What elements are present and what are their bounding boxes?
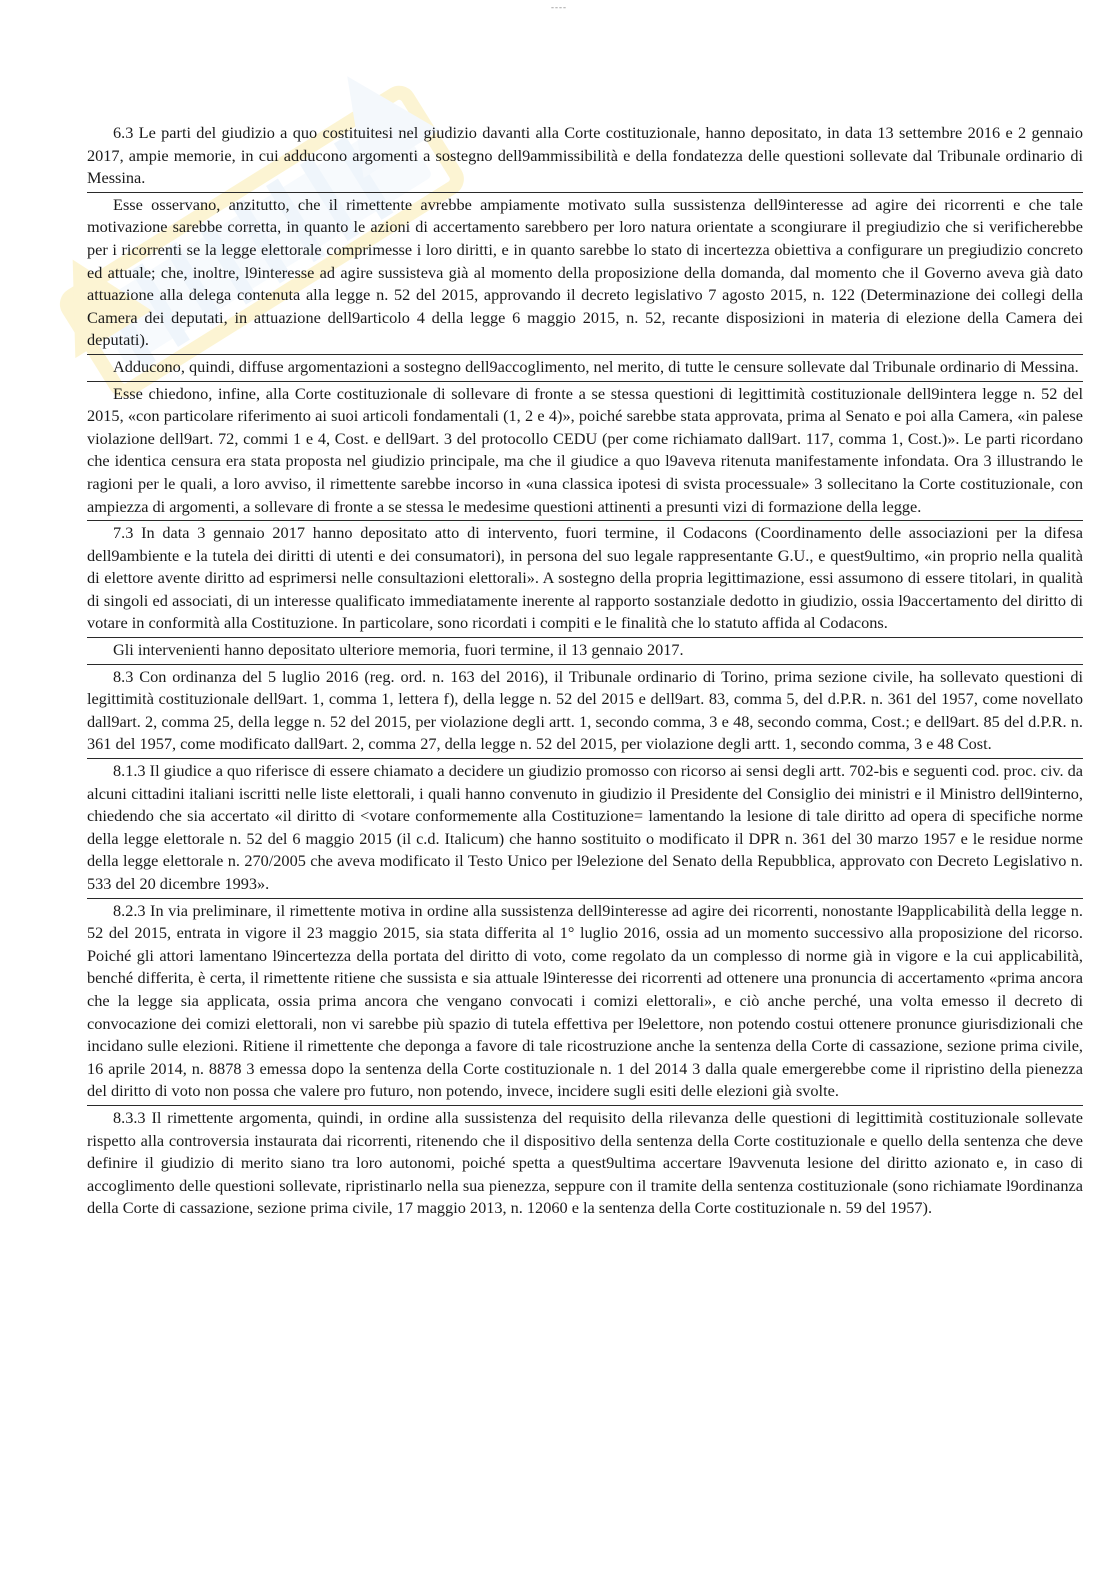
paragraph-8-2-3: 8.2.3 In via preliminare, il rimettente motiva in ordine alla sussistenza dell9interesse ad agire dei ricorrenti, nonostante l9applicabilità della legge n. 52 del 2015, entrata in vigore il 23 maggio 2015, sia stata differita al 1° luglio 2016, ossia ad un momento successivo alla proposizione del ricorso. Poiché gli attori lamentano l9incertezza della portata del diritto di voto, come regolato da un complesso di norme già in vigore e la cui applicabilità, benché differita, è certa, il rimettente ritiene che sussista e sia attuale l9interesse dei ricorrenti ad ottenere una pronuncia di accertamento «prima ancora che la legge sia applicata, ossia prima ancora che vengano convocati i comizi elettorali», e ciò anche perché, una volta emesso il decreto di convocazione dei comizi elettorali, non vi sarebbe più spazio di tutela effettiva per l9elettore, non potendo costui ottenere pronunce giurisdizionali che incidano sulle elezioni. Ritiene il rimettente che deponga a favore di tale ricostruzione anche la sentenza della Corte di cassazione, sezione prima civile, 16 aprile 2014, n. 8878 3 emessa dopo la sentenza della Corte costituzionale n. 1 del 2014 3 dalla quale emergerebbe come il ripristino della pienezza del diritto di voto non possa che valere pro futuro, non potendo, invece, incidere sugli esiti delle elezioni già svolte. bbox=[87, 899, 1083, 1106]
paragraph-6-3-observations: Esse osservano, anzitutto, che il rimettente avrebbe ampiamente motivato sulla sussistenza dell9interesse ad agire dei ricorrenti e che tale motivazione sarebbe corretta, in quanto le azioni di accertamento sarebbero per loro natura orientate a scongiurare il pregiudizio che si verificherebbe per i ricorrenti se la legge elettorale comprimesse i loro diritti, e in quanto sarebbe lo stato di incertezza obiettiva a configurare un pregiudizio concreto ed attuale; che, inoltre, l9interesse ad agire sussisteva già al momento della proposizione della domanda, dal momento che il Governo aveva già dato attuazione alla delega contenuta alla legge n. 52 del 2015, approvando il decreto legislativo 7 agosto 2015, n. 122 (Determinazione dei collegi della Camera dei deputati, in attuazione dell9articolo 4 della legge 6 maggio 2015, n. 52, recante disposizioni in materia di elezione della Camera dei deputati). bbox=[87, 193, 1083, 355]
paragraph-8-3: 8.3 Con ordinanza del 5 luglio 2016 (reg. ord. n. 163 del 2016), il Tribunale ordinario di Torino, prima sezione civile, ha sollevato questioni di legittimità costituzionale dell9art. 1, comma 1, lettera f), della legge n. 52 del 2015 e dell9art. 83, comma 5, del d.P.R. n. 361 del 1957, come novellato dall9art. 2, comma 25, della legge n. 52 del 2015, per violazione degli artt. 1, secondo comma, 3 e 48, secondo comma, Cost.; e dell9art. 85 del d.P.R. n. 361 del 1957, come modificato dall9art. 2, comma 27, della legge n. 52 del 2015, per violazione degli artt. 1, secondo comma, 3 e 48 Cost. bbox=[87, 665, 1083, 759]
paragraph-6-3: 6.3 Le parti del giudizio a quo costituitesi nel giudizio davanti alla Corte costituzionale, hanno depositato, in data 13 settembre 2016 e 2 gennaio 2017, ampie memorie, in cui adducono argomenti a sostegno dell9ammissibilità e della fondatezza delle questioni sollevate dal Tribunale ordinario di Messina. bbox=[87, 121, 1083, 193]
paragraph-7-3: 7.3 In data 3 gennaio 2017 hanno depositato atto di intervento, fuori termine, il Codacons (Coordinamento delle associazioni per la difesa dell9ambiente e la tutela dei diritti di utenti e dei consumatori), in persona del suo legale rappresentante G.U., e quest9ultimo, «in proprio nella qualità di elettore avente diritto ad esprimersi nelle consultazioni elettorali». A sostegno della propria legittimazione, essi assumono di essere titolari, in qualità di singoli ed associati, di un interesse qualificato immediatamente inerente al rapporto sostanziale dedotto in giudizio, ossia l9accertamento del diritto di votare in conformità alla Costituzione. In particolare, sono ricordati i compiti e le finalità che lo statuto affida al Codacons. bbox=[87, 521, 1083, 638]
document-body bbox=[87, 121, 1083, 1222]
paragraph-6-3-merits: Adducono, quindi, diffuse argomentazioni a sostegno dell9accoglimento, nel merito, di tutte le censure sollevate dal Tribunale ordinario di Messina. bbox=[87, 355, 1083, 382]
page-header-mark: ---- bbox=[551, 2, 567, 12]
paragraph-8-1-3: 8.1.3 Il giudice a quo riferisce di essere chiamato a decidere un giudizio promosso con ricorso ai sensi degli artt. 702-bis e seguenti cod. proc. civ. da alcuni cittadini italiani iscritti nelle liste elettorali, i quali hanno convenuto in giudizio il Presidente del Consiglio dei ministri e il Ministro dell9interno, chiedendo che sia accertato «il diritto di <votare conformemente alla Costituzione= lamentando la lesione di tale diritto ad opera di specifiche norme della legge elettorale n. 52 del 6 maggio 2015 (il c.d. Italicum) che hanno sostituito o modificato il DPR n. 361 del 30 marzo 1957 e le residue norme della legge elettorale n. 270/2005 che aveva modificato il Testo Unico per l9elezione del Senato della Repubblica, approvato con Decreto Legislativo n. 533 del 20 dicembre 1993». bbox=[87, 759, 1083, 899]
paragraph-6-3-requests: Esse chiedono, infine, alla Corte costituzionale di sollevare di fronte a se stessa questioni di legittimità costituzionale dell9intera legge n. 52 del 2015, «con particolare riferimento ai suoi articoli fondamentali (1, 2 e 4)», poiché sarebbe stata approvata, prima al Senato e poi alla Camera, «in palese violazione dell9art. 72, commi 1 e 4, Cost. e dell9art. 3 del protocollo CEDU (per come richiamato dall9art. 117, comma 1, Cost.)». Le parti ricordano che identica censura era stata proposta nel giudizio principale, ma che il giudice a quo l9aveva ritenuta manifestamente infondata. Ora 3 illustrando le ragioni per le quali, a loro avviso, il rimettente sarebbe incorso in «una classica ipotesi di svista processuale» 3 sollecitano la Corte costituzionale, con ampiezza di argomenti, a sollevare di fronte a se stessa le medesime questioni attinenti a presunti vizi di formazione della legge. bbox=[87, 382, 1083, 522]
paragraph-7-3-memory: Gli intervenienti hanno depositato ulteriore memoria, fuori termine, il 13 gennaio 2017. bbox=[87, 638, 1083, 665]
paragraph-8-3-3: 8.3.3 Il rimettente argomenta, quindi, in ordine alla sussistenza del requisito della rilevanza delle questioni di legittimità costituzionale sollevate rispetto alla controversia instaurata dai ricorrenti, ritenendo che il dispositivo della sentenza della Corte costituzionale e quello della sentenza che deve definire il giudizio di merito siano tra loro autonomi, poiché spetta a quest9ultima accertare l9avvenuta lesione del diritto azionato e, in caso di accoglimento delle questioni sollevate, ripristinarlo nella sua pienezza, seppure con il tramite della sentenza costituzionale (sono richiamate l9ordinanza della Corte di cassazione, sezione prima civile, 17 maggio 2013, n. 12060 e la sentenza della Corte costituzionale n. 59 del 1957). bbox=[87, 1107, 1083, 1218]
